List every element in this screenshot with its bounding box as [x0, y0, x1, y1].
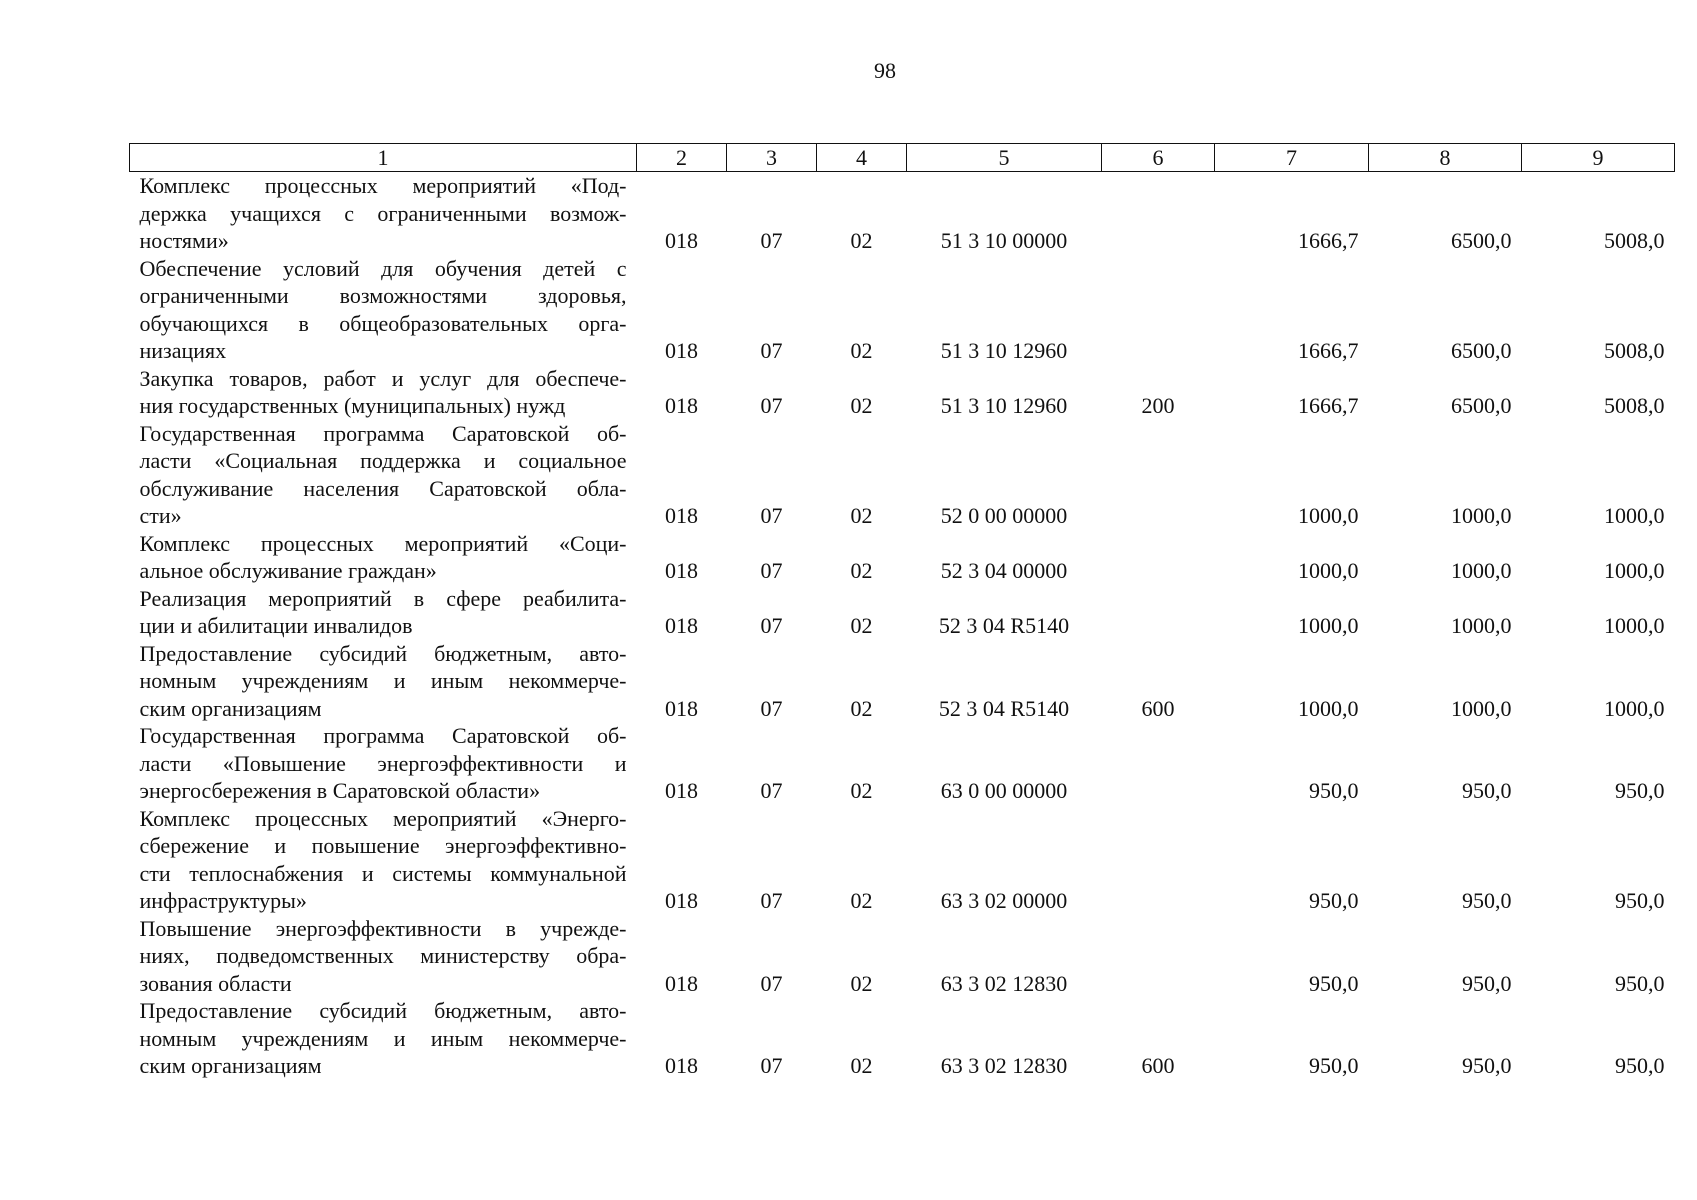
ministry-code-cell: 018 [665, 695, 698, 721]
section-code-cell: 07 [760, 503, 783, 528]
amount-cell: 1000,0 [1604, 613, 1665, 638]
section-code-cell: 07 [760, 1053, 783, 1078]
target-article-cell: 52 3 04 00000 [940, 558, 1068, 583]
target-article-cell: 63 3 02 12830 [940, 1053, 1068, 1078]
row-name-line: Реализация мероприятий в сфере реабилита- [139, 585, 627, 611]
row-name-cell [130, 915, 637, 998]
table-row [130, 530, 1675, 585]
row-name-line: зования области [139, 970, 292, 996]
row-name-cell [130, 585, 637, 640]
column-header: 4 [817, 144, 907, 172]
table-row [130, 255, 1675, 365]
amount-cell: 950,0 [1309, 778, 1359, 803]
row-name-line: ским организациям [139, 1053, 322, 1078]
amount-cell: 1000,0 [1298, 558, 1359, 583]
ministry-code-cell: 018 [665, 503, 698, 528]
target-article-cell: 51 3 10 12960 [940, 393, 1068, 418]
table-row [130, 420, 1675, 530]
table-row [130, 915, 1675, 998]
row-name-line: Комплекс процессных мероприятий «Энерго- [139, 805, 627, 831]
subsection-code-cell: 02 [850, 228, 873, 253]
amount-cell: 950,0 [1462, 888, 1512, 913]
row-name-line: сти теплоснабжения и системы коммунальной [139, 860, 627, 886]
amount-cell: 1000,0 [1451, 503, 1512, 528]
ministry-code-cell: 018 [665, 558, 698, 583]
ministry-code-cell: 018 [665, 970, 698, 996]
row-name-line: ским организациям [139, 695, 322, 721]
amount-cell: 1000,0 [1604, 503, 1665, 528]
subsection-code-cell: 02 [850, 338, 873, 363]
row-name-line: Предоставление субсидий бюджетным, авто- [139, 998, 627, 1023]
expense-type-cell: 600 [1141, 1053, 1175, 1078]
row-name-line: ласти «Повышение энергоэффективности и [139, 750, 627, 776]
target-article-cell: 51 3 10 12960 [940, 338, 1068, 363]
row-name-cell [130, 805, 637, 915]
row-name-cell [130, 722, 637, 805]
section-code-cell: 07 [760, 558, 783, 583]
amount-cell: 1000,0 [1451, 613, 1512, 638]
subsection-code-cell: 02 [850, 613, 873, 638]
expense-type-cell [1102, 420, 1215, 530]
table-header-row [130, 144, 1675, 172]
amount-cell: 6500,0 [1451, 393, 1512, 418]
row-name-line: ции и абилитации инвалидов [139, 613, 413, 638]
section-code-cell: 07 [760, 695, 783, 721]
section-code-cell: 07 [760, 393, 783, 418]
amount-cell: 6500,0 [1451, 228, 1512, 253]
amount-cell: 1000,0 [1298, 695, 1359, 721]
ministry-code-cell: 018 [665, 393, 698, 418]
section-code-cell: 07 [760, 613, 783, 638]
row-name-cell [130, 365, 637, 420]
table-row [130, 997, 1675, 1080]
row-name-line: сбережение и повышение энергоэффективно- [139, 833, 627, 858]
expense-type-cell [1102, 915, 1215, 998]
column-header: 7 [1215, 144, 1369, 172]
amount-cell: 950,0 [1615, 970, 1665, 996]
column-header: 9 [1522, 144, 1675, 172]
target-article-cell: 52 3 04 R5140 [938, 613, 1070, 638]
expense-type-cell [1102, 255, 1215, 365]
row-name-cell [130, 255, 637, 365]
row-name-cell [130, 420, 637, 530]
amount-cell: 950,0 [1462, 778, 1512, 803]
section-code-cell: 07 [760, 338, 783, 363]
ministry-code-cell: 018 [665, 1053, 698, 1078]
expense-type-cell: 200 [1141, 393, 1175, 418]
ministry-code-cell: 018 [665, 613, 698, 638]
expense-type-cell [1102, 172, 1215, 255]
row-name-line: обучающихся в общеобразовательных орга- [139, 310, 627, 336]
row-name-line: низациях [139, 338, 227, 363]
amount-cell: 6500,0 [1451, 338, 1512, 363]
table-row [130, 172, 1675, 255]
column-header: 2 [637, 144, 727, 172]
subsection-code-cell: 02 [850, 503, 873, 528]
table-row [130, 722, 1675, 805]
row-name-line: Комплекс процессных мероприятий «Под- [139, 173, 627, 198]
subsection-code-cell: 02 [850, 1053, 873, 1078]
amount-cell: 1000,0 [1451, 695, 1512, 721]
row-name-line: Закупка товаров, работ и услуг для обеспече- [139, 365, 627, 391]
ministry-code-cell: 018 [665, 228, 698, 253]
row-name-line: номным учреждениям и иным некоммерче- [139, 668, 627, 693]
amount-cell: 950,0 [1309, 1053, 1359, 1078]
amount-cell: 5008,0 [1604, 228, 1665, 253]
target-article-cell: 63 0 00 00000 [940, 778, 1068, 803]
amount-cell: 1666,7 [1298, 228, 1359, 253]
column-header: 3 [727, 144, 817, 172]
column-header: 6 [1102, 144, 1215, 172]
row-name-line: Предоставление субсидий бюджетным, авто- [139, 640, 627, 666]
row-name-line: ниях, подведомственных министерству обра- [139, 943, 627, 968]
subsection-code-cell: 02 [850, 970, 873, 996]
column-header: 1 [130, 144, 637, 172]
row-name-line: сти» [139, 503, 182, 528]
expense-type-cell [1102, 722, 1215, 805]
expense-type-cell [1102, 530, 1215, 585]
amount-cell: 1000,0 [1451, 558, 1512, 583]
row-name-line: держка учащихся с ограниченными возмож- [139, 200, 627, 226]
row-name-line: Комплекс процессных мероприятий «Соци- [139, 530, 627, 556]
row-name-cell [130, 997, 637, 1080]
row-name-line: номным учреждениям и иным некоммерче- [139, 1025, 627, 1051]
page-number: 98 [874, 58, 896, 83]
target-article-cell: 51 3 10 00000 [940, 228, 1068, 253]
row-name-line: инфраструктуры» [139, 888, 307, 913]
amount-cell: 5008,0 [1604, 338, 1665, 363]
amount-cell: 950,0 [1462, 1053, 1512, 1078]
row-name-line: обслуживание населения Саратовской обла- [139, 475, 627, 501]
amount-cell: 1000,0 [1298, 503, 1359, 528]
budget-table [129, 143, 1675, 1080]
amount-cell: 950,0 [1309, 970, 1359, 996]
amount-cell: 1000,0 [1298, 613, 1359, 638]
amount-cell: 1000,0 [1604, 695, 1665, 721]
amount-cell: 950,0 [1615, 888, 1665, 913]
expense-type-cell [1102, 585, 1215, 640]
amount-cell: 950,0 [1309, 888, 1359, 913]
amount-cell: 1666,7 [1298, 338, 1359, 363]
ministry-code-cell: 018 [665, 778, 698, 803]
amount-cell: 950,0 [1615, 778, 1665, 803]
row-name-cell [130, 640, 637, 723]
subsection-code-cell: 02 [850, 393, 873, 418]
amount-cell: 950,0 [1462, 970, 1512, 996]
section-code-cell: 07 [760, 228, 783, 253]
section-code-cell: 07 [760, 970, 783, 996]
amount-cell: 950,0 [1615, 1053, 1665, 1078]
column-header: 8 [1369, 144, 1522, 172]
row-name-line: Обеспечение условий для обучения детей с [139, 255, 627, 281]
table-body [130, 172, 1675, 1080]
row-name-line: Повышение энергоэффективности в учрежде- [139, 915, 627, 941]
row-name-line: Государственная программа Саратовской об- [139, 723, 627, 748]
section-code-cell: 07 [760, 888, 783, 913]
amount-cell: 1000,0 [1604, 558, 1665, 583]
row-name-line: энергосбережения в Саратовской области» [139, 778, 541, 803]
row-name-line: ограниченными возможностями здоровья, [139, 283, 627, 308]
target-article-cell: 52 3 04 R5140 [938, 695, 1070, 721]
subsection-code-cell: 02 [850, 888, 873, 913]
subsection-code-cell: 02 [850, 778, 873, 803]
target-article-cell: 52 0 00 00000 [940, 503, 1068, 528]
row-name-cell [130, 172, 637, 255]
expense-type-cell: 600 [1141, 695, 1175, 721]
ministry-code-cell: 018 [665, 338, 698, 363]
table-row [130, 365, 1675, 420]
subsection-code-cell: 02 [850, 695, 873, 721]
ministry-code-cell: 018 [665, 888, 698, 913]
row-name-cell [130, 530, 637, 585]
amount-cell: 5008,0 [1604, 393, 1665, 418]
row-name-line: ласти «Социальная поддержка и социальное [139, 448, 627, 473]
section-code-cell: 07 [760, 778, 783, 803]
table-row [130, 585, 1675, 640]
table-row [130, 805, 1675, 915]
amount-cell: 1666,7 [1298, 393, 1359, 418]
expense-type-cell [1102, 805, 1215, 915]
target-article-cell: 63 3 02 12830 [940, 970, 1068, 996]
target-article-cell: 63 3 02 00000 [940, 888, 1068, 913]
row-name-line: ния государственных (муниципальных) нужд [139, 393, 566, 418]
column-header: 5 [907, 144, 1102, 172]
row-name-line: ностями» [139, 228, 229, 253]
row-name-line: альное обслуживание граждан» [139, 558, 437, 583]
table-row [130, 640, 1675, 723]
subsection-code-cell: 02 [850, 558, 873, 583]
row-name-line: Государственная программа Саратовской об- [139, 420, 627, 446]
